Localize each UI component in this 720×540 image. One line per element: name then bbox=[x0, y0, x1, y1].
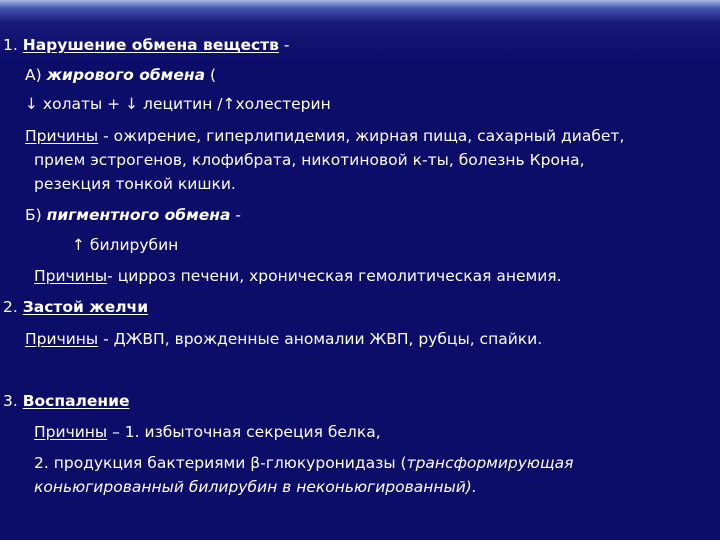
section2-number: 2. bbox=[3, 298, 23, 316]
formula-part2: лецитин / bbox=[138, 95, 223, 113]
section3-item2-italic2: коньюгированный билирубин в неконьюгированный). bbox=[34, 478, 477, 496]
arrow-down-icon: ↓ bbox=[25, 95, 38, 113]
section1-causes-text1: - ожирение, гиперлипидемия, жирная пища, сахарный диабет, bbox=[98, 127, 625, 145]
section1-a-prefix: А) bbox=[25, 66, 47, 84]
section1-heading: Нарушение обмена веществ bbox=[22, 36, 279, 54]
section1-a-line bbox=[25, 66, 216, 85]
section1-causes-label: Причины bbox=[25, 127, 99, 145]
section1-formula-line bbox=[25, 95, 331, 114]
arrow-down-icon: ↓ bbox=[125, 95, 139, 113]
arrow-up-icon: ↑ bbox=[72, 236, 85, 254]
section1-b-line bbox=[25, 206, 241, 225]
section3-item2-line2 bbox=[34, 478, 477, 497]
section1-suffix: - bbox=[278, 36, 290, 54]
section1-a-suffix: ( bbox=[205, 66, 217, 84]
section1-causes-line1 bbox=[25, 127, 624, 146]
section3-causes-text: – 1. избыточная секреция белка, bbox=[107, 423, 381, 441]
bilirubin-text: билирубин bbox=[85, 236, 179, 254]
section3-number: 3. bbox=[3, 392, 23, 410]
section2-causes-line bbox=[25, 330, 542, 349]
section3-item2-line1 bbox=[34, 454, 573, 473]
section1-b-suffix: - bbox=[230, 206, 242, 224]
section1-number: 1. bbox=[3, 36, 23, 54]
section2-heading: Застой желчи bbox=[22, 298, 149, 316]
section3-causes-line bbox=[34, 423, 381, 442]
section1-causes-text3: резекция тонкой кишки. bbox=[34, 175, 236, 193]
section1-b-causes-text: - цирроз печени, хроническая гемолитическая анемия. bbox=[107, 267, 562, 285]
section2-causes-text: - ДЖВП, врожденные аномалии ЖВП, рубцы, спайки. bbox=[98, 330, 543, 348]
section1-bilirubin-line bbox=[72, 236, 178, 255]
section1-causes-line2 bbox=[34, 151, 585, 170]
section3-causes-label: Причины bbox=[34, 423, 108, 441]
section3-item2-middle: -глюкуронидазы ( bbox=[260, 454, 407, 472]
section1-heading-line bbox=[3, 36, 290, 55]
section3-item2-prefix: 2. продукция бактериями bbox=[34, 454, 251, 472]
section3-heading: Воспаление bbox=[22, 392, 130, 410]
section1-a-title: жирового обмена bbox=[46, 66, 206, 84]
arrow-up-icon: ↑ bbox=[222, 95, 236, 113]
section1-b-prefix: Б) bbox=[25, 206, 47, 224]
section1-causes-text2: прием эстрогенов, клофибрата, никотиновой к-ты, болезнь Крона, bbox=[34, 151, 585, 169]
section1-b-causes-line bbox=[34, 267, 562, 286]
section3-heading-line bbox=[3, 392, 130, 411]
section3-item2-italic1: трансформирующая bbox=[406, 454, 574, 472]
formula-part1: холаты + bbox=[38, 95, 126, 113]
section2-heading-line bbox=[3, 298, 148, 317]
section2-causes-label: Причины bbox=[25, 330, 99, 348]
beta-symbol: β bbox=[250, 454, 261, 472]
formula-part3: холестерин bbox=[235, 95, 331, 113]
section1-b-title: пигментного обмена bbox=[46, 206, 231, 224]
section1-causes-line3 bbox=[34, 175, 236, 194]
section1-b-causes-label: Причины bbox=[34, 267, 108, 285]
